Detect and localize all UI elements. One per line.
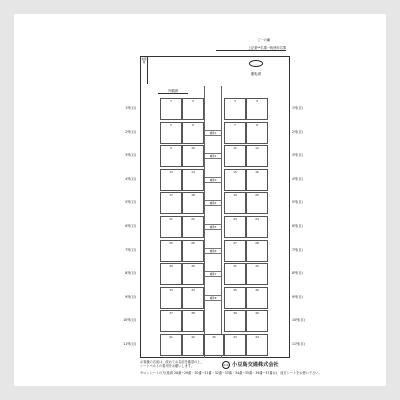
- seat-number: 14: [191, 169, 195, 174]
- seat-number: 32: [255, 264, 259, 269]
- seat-number: 2: [192, 99, 194, 103]
- seat-box[interactable]: [160, 287, 182, 309]
- auxiliary-seat[interactable]: 補助5: [205, 224, 221, 230]
- seat-number: 42: [191, 335, 195, 339]
- seat-box[interactable]: [182, 310, 204, 332]
- seat-box[interactable]: [224, 169, 246, 191]
- row-label-right: 8列(目): [292, 271, 303, 276]
- driver-seat-label: 運転席: [250, 72, 262, 76]
- seat-box[interactable]: [160, 334, 182, 356]
- seat-box[interactable]: [182, 145, 204, 167]
- seat-box[interactable]: [224, 98, 246, 120]
- seat-box[interactable]: [246, 145, 268, 167]
- auxiliary-seat[interactable]: 補助6: [205, 248, 221, 254]
- company-logo: S.K: [223, 363, 229, 367]
- company-name: 小豆島交通株式会社: [232, 362, 279, 368]
- row-label-right: 2列(目): [292, 129, 303, 134]
- seat-number: 44: [255, 335, 259, 339]
- seat-number: 39: [233, 311, 237, 316]
- row-label-right: 1列(目): [292, 106, 303, 110]
- seat-number: 20: [255, 193, 259, 198]
- seat-box[interactable]: [182, 98, 204, 120]
- seat-box[interactable]: [224, 122, 246, 144]
- seat-number: 16: [255, 169, 259, 174]
- seat-number: 1: [170, 99, 172, 103]
- seat-number: 37: [169, 311, 173, 316]
- row-label-left: 6列(目): [125, 224, 136, 228]
- seat-number: 38: [191, 311, 195, 316]
- seat-box[interactable]: [246, 192, 268, 214]
- seat-number: 3: [234, 99, 236, 103]
- seat-box[interactable]: [224, 240, 246, 262]
- seat-number: 9: [170, 146, 172, 151]
- crew-label: 乗務員: [141, 58, 147, 65]
- seat-number: 36: [255, 287, 259, 292]
- seat-number: 19: [233, 193, 237, 198]
- row-label-left: 2列(目): [125, 129, 136, 134]
- seat-box[interactable]: [160, 310, 182, 332]
- seat-box[interactable]: [182, 216, 204, 238]
- seat-box[interactable]: [160, 192, 182, 214]
- seat-box[interactable]: [224, 192, 246, 214]
- seat-box[interactable]: [182, 334, 204, 356]
- row-label-left: 1列(目): [125, 106, 136, 110]
- row-label-left: 8列(目): [125, 271, 136, 276]
- row-label-right: 6列(目): [292, 224, 303, 228]
- row-label-right: 10列(目): [292, 318, 305, 323]
- page-background: [14, 14, 386, 386]
- seat-box[interactable]: [182, 122, 204, 144]
- seat-box[interactable]: [246, 310, 268, 332]
- seat-box[interactable]: [246, 98, 268, 120]
- seat-box[interactable]: [224, 145, 246, 167]
- row-label-right: 3列(目): [292, 153, 303, 158]
- seat-number: 13: [169, 169, 173, 174]
- seat-box[interactable]: [224, 334, 246, 356]
- row-label-left: 11列(目): [123, 342, 136, 346]
- seat-number: 40: [255, 311, 259, 316]
- seat-box[interactable]: [160, 240, 182, 262]
- header-underline: [216, 50, 286, 51]
- seat-number: 4: [256, 99, 258, 103]
- seat-number: 31: [233, 264, 237, 269]
- seat-box[interactable]: [224, 216, 246, 238]
- seat-number: 35: [233, 287, 237, 292]
- auxiliary-seat[interactable]: 補助7: [205, 271, 221, 277]
- door-side-label: 外観席: [158, 89, 188, 94]
- form-note: 上記乗**名簿一般使用名簿: [247, 46, 286, 50]
- seat-number: 34: [191, 287, 195, 292]
- seat-number: 22: [191, 217, 195, 221]
- seat-box[interactable]: [160, 122, 182, 144]
- seat-box[interactable]: [182, 169, 204, 191]
- seat-number: 30: [191, 264, 195, 269]
- auxiliary-seat[interactable]: 補助2: [205, 153, 221, 159]
- row-label-left: 5列(目): [125, 200, 136, 205]
- seat-box[interactable]: [160, 263, 182, 285]
- seat-number: 26: [191, 240, 195, 245]
- row-label-left: 4列(目): [125, 176, 136, 181]
- seat-box[interactable]: [224, 263, 246, 285]
- footnote-line-2: シートベルトの着用をお願いします。: [140, 364, 194, 368]
- seat-number: 15: [233, 169, 237, 174]
- seat-number: 41: [169, 335, 173, 339]
- seat-number: 23: [233, 217, 237, 221]
- seat-box[interactable]: [224, 310, 246, 332]
- seat-box[interactable]: [246, 216, 268, 238]
- footnote-line-3: サロンシートの方(座席 28番~29番・30番~31番・32番~33番・34番~35番・36番~37番)は、前方シートをお使い下さい。: [140, 371, 322, 375]
- center-seat[interactable]: [204, 334, 224, 356]
- seat-number: 6: [192, 122, 194, 127]
- page-indicator: ご一の編: [257, 38, 270, 42]
- seat-number: 33: [169, 287, 173, 292]
- seat-number: 21: [169, 217, 173, 221]
- row-label-right: 5列(目): [292, 200, 303, 205]
- seat-box[interactable]: [182, 240, 204, 262]
- footnote-line-1: お客様の名前は、改めてお名前を確認の上、: [140, 360, 204, 364]
- auxiliary-seat[interactable]: 補助8: [205, 295, 221, 301]
- seat-box[interactable]: [246, 334, 268, 356]
- seat-number: 8: [256, 122, 258, 127]
- row-label-left: 7列(目): [125, 247, 136, 252]
- seat-number: 43: [233, 335, 237, 339]
- seat-box[interactable]: [246, 263, 268, 285]
- seat-number: 10: [191, 146, 195, 151]
- row-label-right: 4列(目): [292, 176, 303, 181]
- row-label-left: 10列(目): [123, 318, 136, 323]
- row-label-right: 9列(目): [292, 294, 303, 299]
- seat-box[interactable]: [160, 169, 182, 191]
- seat-number: 12: [255, 146, 259, 151]
- seat-box[interactable]: [224, 287, 246, 309]
- seat-box[interactable]: [160, 98, 182, 120]
- seat-number: 28: [255, 240, 259, 245]
- seat-number: 5: [170, 122, 172, 127]
- seat-number: 25: [169, 240, 173, 245]
- seat-number: 18: [191, 193, 195, 198]
- auxiliary-seat[interactable]: 補助1: [205, 130, 221, 136]
- seat-box[interactable]: [246, 240, 268, 262]
- row-label-left: 9列(目): [125, 294, 136, 299]
- seat-number: 11: [233, 146, 237, 151]
- seat-box[interactable]: [160, 216, 182, 238]
- seat-box[interactable]: [182, 263, 204, 285]
- seat-box[interactable]: [182, 192, 204, 214]
- row-label-left: 3列(目): [125, 153, 136, 158]
- seat-box[interactable]: [160, 145, 182, 167]
- seat-number: 45: [212, 335, 216, 339]
- seat-number: 24: [255, 217, 259, 221]
- steering-wheel-icon: [249, 60, 263, 67]
- seat-box[interactable]: [246, 169, 268, 191]
- seat-number: 29: [169, 264, 173, 269]
- seating-chart-form: [120, 38, 322, 388]
- seat-box[interactable]: [246, 122, 268, 144]
- seat-number: 27: [233, 240, 237, 245]
- seat-number: 7: [234, 122, 236, 127]
- auxiliary-seat[interactable]: 補助4: [205, 200, 221, 206]
- seat-number: 17: [169, 193, 173, 198]
- row-label-right: 11列(目): [292, 342, 305, 346]
- auxiliary-seat[interactable]: 補助3: [205, 177, 221, 183]
- aisle: [204, 86, 222, 358]
- row-label-right: 7列(目): [292, 247, 303, 252]
- seat-box[interactable]: [182, 287, 204, 309]
- seat-box[interactable]: [246, 287, 268, 309]
